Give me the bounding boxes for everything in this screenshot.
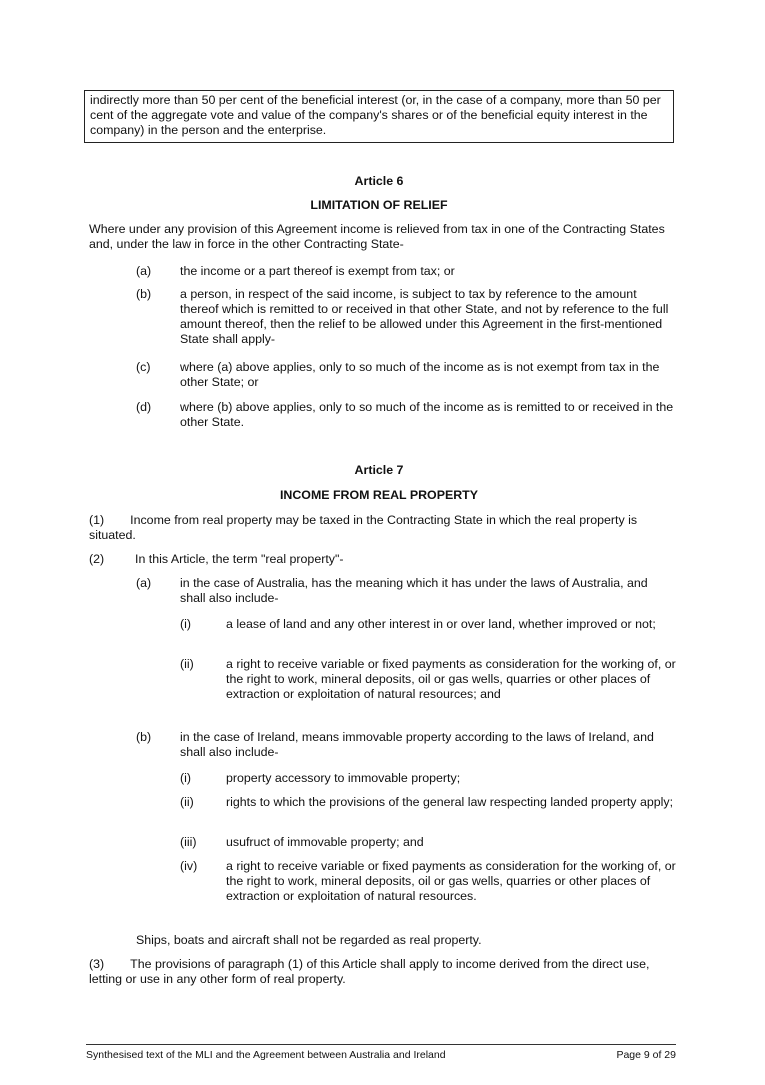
article-7-para-3 — [89, 957, 674, 987]
item-label: (b) — [136, 287, 152, 301]
boxed-text — [84, 90, 674, 143]
article-7-ships-note: Ships, boats and aircraft shall not be regarded as real property. — [136, 933, 482, 947]
item-text: the income or a part thereof is exempt from tax; or — [180, 264, 455, 278]
article-7-para-1 — [89, 513, 674, 543]
sub-label: (i) — [180, 771, 192, 785]
sub-text: rights to which the provisions of the general law respecting landed property apply; — [226, 795, 674, 809]
para-text: In this Article, the term "real property"- — [135, 552, 344, 566]
sub-label: (iii) — [180, 835, 197, 849]
article-7-title: Article 7 — [354, 463, 404, 477]
sub-label: (i) — [180, 617, 192, 631]
para-text: The provisions of paragraph (1) of this Article shall apply to income derived from the direct use, letting or use in any other form of real property. — [89, 957, 650, 986]
footer-rule — [86, 1044, 676, 1045]
sub-text: property accessory to immovable property; — [226, 771, 461, 785]
sub-label: (ii) — [180, 657, 194, 671]
article-6-heading: LIMITATION OF RELIEF — [310, 198, 448, 212]
article-7-heading: INCOME FROM REAL PROPERTY — [279, 488, 479, 502]
sub-text: a right to receive variable or fixed payments as consideration for the working of, or the right to work, mineral deposits, oil or gas wells, quarries or other places of extraction or exploitation of natural resources; and — [226, 657, 676, 701]
item-text: in the case of Ireland, means immovable property according to the laws of Ireland, and shall also include- — [180, 730, 654, 759]
sub-text: a lease of land and any other interest in or over land, whether improved or not; — [226, 617, 656, 631]
item-text: where (a) above applies, only to so much of the income as is not exempt from tax in the other State; or — [180, 360, 660, 389]
para-label: (1) — [89, 513, 105, 527]
item-text: in the case of Australia, has the meaning which it has under the laws of Australia, and shall also include- — [180, 576, 648, 605]
item-label: (d) — [136, 400, 152, 414]
article-6-title: Article 6 — [354, 174, 404, 188]
item-label: (a) — [136, 264, 152, 278]
item-label: (b) — [136, 730, 152, 744]
sub-label: (iv) — [180, 859, 198, 873]
item-text: a person, in respect of the said income, is subject to tax by reference to the amount thereof which is remitted to or received in that other State, and not by reference to the full amount thereof, then the relief to be allowed under this Agreement in the first-mentioned State shall apply- — [180, 287, 669, 346]
boxed-text-content: indirectly more than 50 per cent of the beneficial interest (or, in the case of a company, more than 50 per cent of the aggregate vote and value of the company's shares or of the beneficial equity interest in the company) in the person and the enterprise. — [90, 93, 661, 137]
footer-page-number: Page 9 of 29 — [616, 1049, 676, 1061]
item-label: (a) — [136, 576, 152, 590]
sub-label: (ii) — [180, 795, 194, 809]
item-label: (c) — [136, 360, 151, 374]
sub-text: a right to receive variable or fixed payments as consideration for the working of, or the right to work, mineral deposits, oil or gas wells, quarries or other places of extraction or exploitation of natural resources. — [226, 859, 676, 903]
footer-document-title: Synthesised text of the MLI and the Agreement between Australia and Ireland — [86, 1049, 446, 1061]
para-label: (3) — [89, 957, 105, 971]
para-label: (2) — [89, 552, 105, 566]
item-text: where (b) above applies, only to so much of the income as is remitted to or received in the other State. — [180, 400, 674, 429]
article-6-intro: Where under any provision of this Agreement income is relieved from tax in one of the Contracting States and, under the law in force in the other Contracting State- — [89, 222, 665, 251]
sub-text: usufruct of immovable property; and — [226, 835, 424, 849]
para-text: Income from real property may be taxed in the Contracting State in which the real property is situated. — [89, 513, 638, 542]
